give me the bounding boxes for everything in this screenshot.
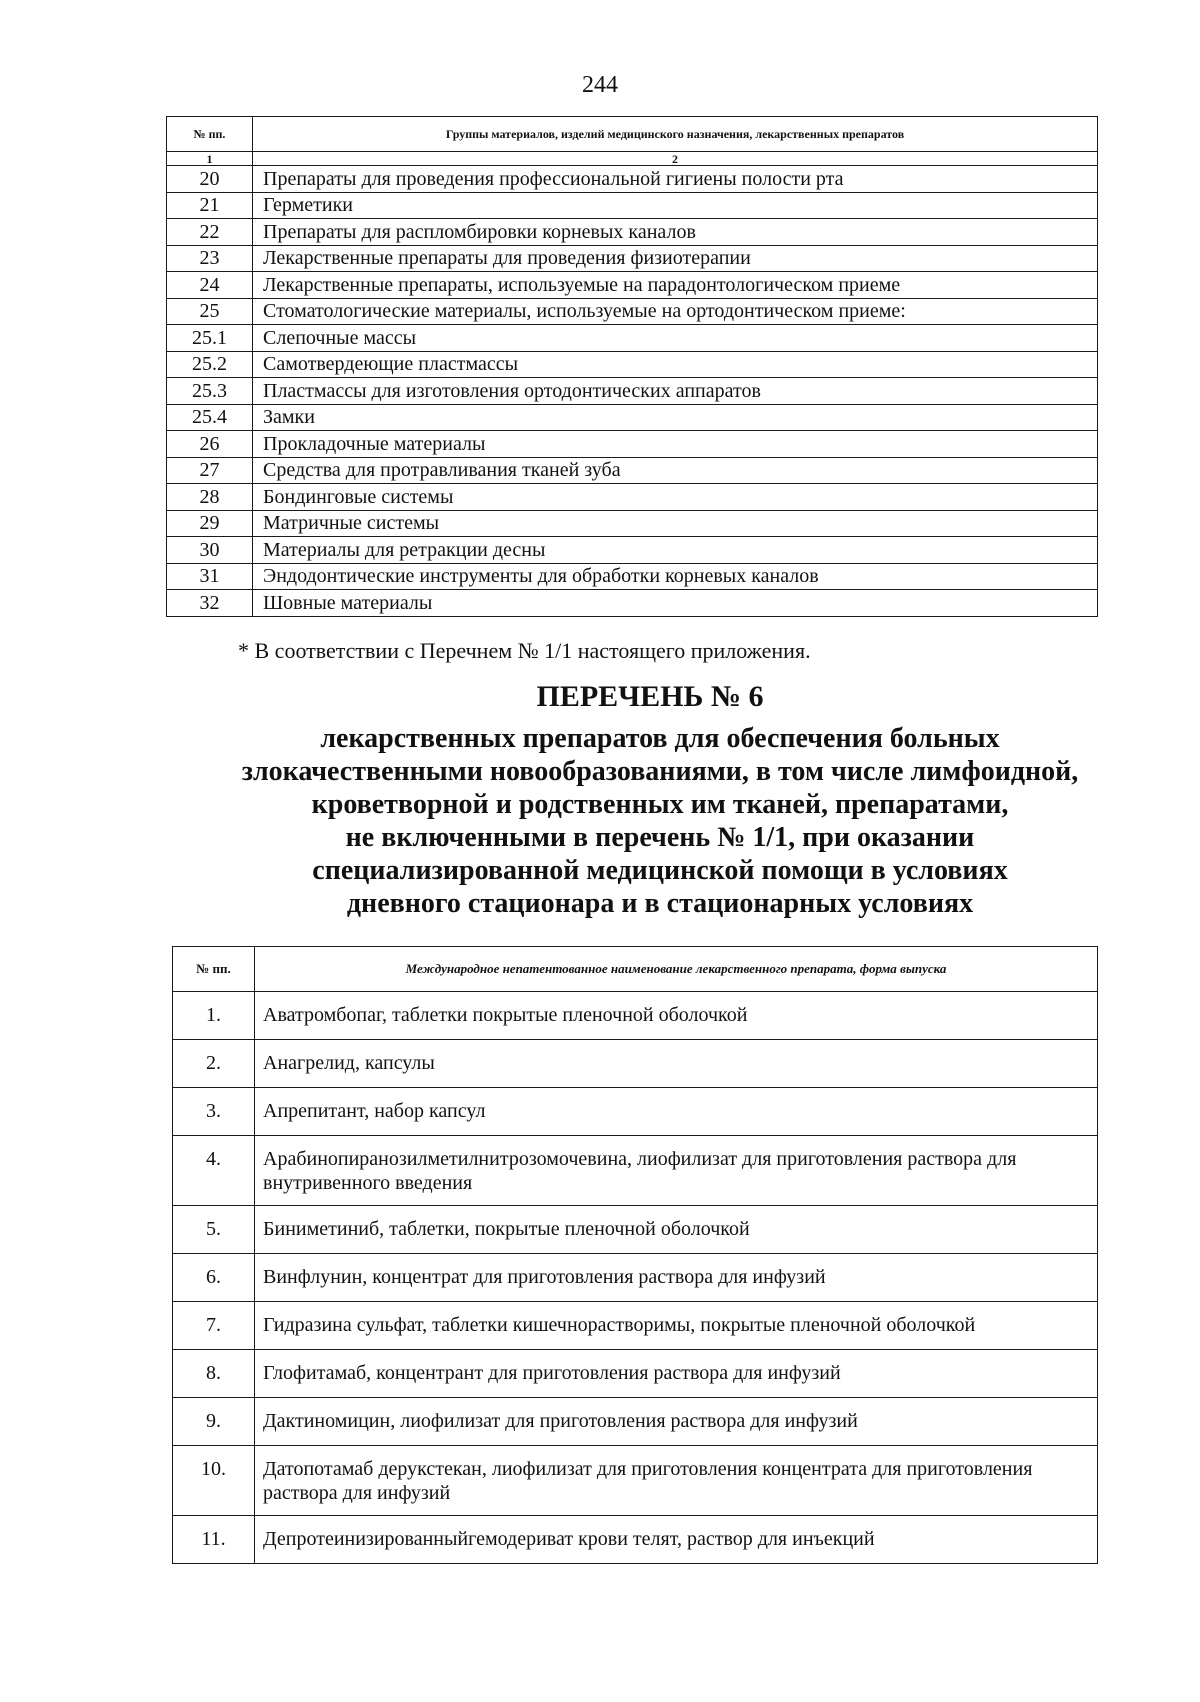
row-name: Самотвердеющие пластмассы: [253, 351, 1098, 378]
row-name: Прокладочные материалы: [253, 431, 1098, 458]
table-row: [167, 590, 1098, 617]
row-name: Препараты для проведения профессиональной гигиены полости рта: [253, 166, 1098, 193]
row-num: 21: [167, 192, 253, 219]
row-name: Депротеинизированныйгемодериват крови телят, раствор для инъекций: [255, 1516, 1098, 1564]
table-row: [167, 510, 1098, 537]
list-subtitle: [200, 722, 1120, 920]
row-name: Винфлунин, концентрат для приготовления раствора для инфузий: [255, 1254, 1098, 1302]
table-row: [173, 1516, 1098, 1564]
row-name: Препараты для распломбировки корневых каналов: [253, 219, 1098, 246]
row-name: Анагрелид, капсулы: [255, 1040, 1098, 1088]
table-row: [167, 219, 1098, 246]
table-row: [167, 484, 1098, 511]
row-num: 23: [167, 245, 253, 272]
subtitle-line: специализированной медицинской помощи в условиях: [312, 855, 1008, 886]
row-name: Апрепитант, набор капсул: [255, 1088, 1098, 1136]
row-num: 25.2: [167, 351, 253, 378]
column-index-row: [167, 152, 1098, 166]
row-num: 25.4: [167, 404, 253, 431]
column-header-num: № пп.: [167, 117, 253, 152]
table-header-row: [167, 117, 1098, 152]
table-row: [167, 298, 1098, 325]
row-num: 25: [167, 298, 253, 325]
row-num: 8.: [173, 1350, 255, 1398]
page-number: 244: [582, 72, 618, 98]
column-index-num: 1: [167, 152, 253, 166]
row-num: 29: [167, 510, 253, 537]
row-num: 20: [167, 166, 253, 193]
row-num: 30: [167, 537, 253, 564]
row-name: Стоматологические материалы, используемые на ортодонтическом приеме:: [253, 298, 1098, 325]
row-name: Лекарственные препараты для проведения физиотерапии: [253, 245, 1098, 272]
row-name: Бондинговые системы: [253, 484, 1098, 511]
table-row: [173, 1350, 1098, 1398]
materials-table: [166, 116, 1098, 617]
row-num: 24: [167, 272, 253, 299]
row-name: Аватромбопаг, таблетки покрытые пленочной оболочкой: [255, 992, 1098, 1040]
row-num: 2.: [173, 1040, 255, 1088]
row-name: Арабинопиранозилметилнитрозомочевина, лиофилизат для приготовления раствора для внутривенного введения: [255, 1136, 1098, 1206]
subtitle-line: кроветворной и родственных им тканей, препаратами,: [311, 789, 1009, 820]
row-name: Глофитамаб, концентрант для приготовления раствора для инфузий: [255, 1350, 1098, 1398]
row-name: Шовные материалы: [253, 590, 1098, 617]
row-num: 7.: [173, 1302, 255, 1350]
table-row: [173, 1302, 1098, 1350]
row-num: 6.: [173, 1254, 255, 1302]
table-row: [173, 1398, 1098, 1446]
row-name: Средства для протравливания тканей зуба: [253, 457, 1098, 484]
footnote: * В соответствии с Перечнем № 1/1 настоящего приложения.: [238, 638, 811, 663]
row-num: 5.: [173, 1206, 255, 1254]
row-name: Датопотамаб дерукстекан, лиофилизат для приготовления концентрата для приготовления раствора для инфузий: [255, 1446, 1098, 1516]
row-name: Материалы для ретракции десны: [253, 537, 1098, 564]
row-name: Лекарственные препараты, используемые на парадонтологическом приеме: [253, 272, 1098, 299]
table-header-row: [173, 947, 1098, 992]
row-num: 25.1: [167, 325, 253, 352]
row-num: 26: [167, 431, 253, 458]
row-num: 31: [167, 563, 253, 590]
row-name: Биниметиниб, таблетки, покрытые пленочной оболочкой: [255, 1206, 1098, 1254]
table-row: [167, 325, 1098, 352]
column-header-name: Группы материалов, изделий медицинского назначения, лекарственных препаратов: [253, 117, 1098, 152]
row-name: Замки: [253, 404, 1098, 431]
table-row: [167, 351, 1098, 378]
table-row: [173, 1254, 1098, 1302]
row-num: 25.3: [167, 378, 253, 405]
row-num: 1.: [173, 992, 255, 1040]
row-num: 3.: [173, 1088, 255, 1136]
column-header-num: № пп.: [173, 947, 255, 992]
table-row: [167, 245, 1098, 272]
row-num: 11.: [173, 1516, 255, 1564]
table-row: [173, 1040, 1098, 1088]
table-row: [173, 992, 1098, 1040]
table-row: [173, 1136, 1098, 1206]
row-name: Слепочные массы: [253, 325, 1098, 352]
row-num: 27: [167, 457, 253, 484]
table-row: [167, 537, 1098, 564]
subtitle-line: не включенными в перечень № 1/1, при оказании: [345, 822, 975, 853]
table-row: [167, 166, 1098, 193]
table-row: [167, 431, 1098, 458]
table-row: [167, 404, 1098, 431]
column-index-name: 2: [253, 152, 1098, 166]
drugs-table: [172, 946, 1098, 1564]
column-header-name: Международное непатентованное наименование лекарственного препарата, форма выпуска: [255, 947, 1098, 992]
row-name: Герметики: [253, 192, 1098, 219]
row-name: Матричные системы: [253, 510, 1098, 537]
table-row: [173, 1446, 1098, 1516]
row-name: Гидразина сульфат, таблетки кишечнорастворимы, покрытые пленочной оболочкой: [255, 1302, 1098, 1350]
table-row: [167, 457, 1098, 484]
row-num: 4.: [173, 1136, 255, 1206]
row-name: Дактиномицин, лиофилизат для приготовления раствора для инфузий: [255, 1398, 1098, 1446]
subtitle-line: злокачественными новообразованиями, в том числе лимфоидной,: [241, 756, 1079, 787]
table-row: [173, 1206, 1098, 1254]
table-row: [167, 378, 1098, 405]
table-row: [167, 192, 1098, 219]
row-num: 9.: [173, 1398, 255, 1446]
row-num: 22: [167, 219, 253, 246]
list-title: ПЕРЕЧЕНЬ № 6: [536, 680, 764, 713]
row-name: Пластмассы для изготовления ортодонтических аппаратов: [253, 378, 1098, 405]
table-row: [173, 1088, 1098, 1136]
table-row: [167, 563, 1098, 590]
subtitle-line: лекарственных препаратов для обеспечения больных: [320, 723, 1000, 754]
table-row: [167, 272, 1098, 299]
row-num: 32: [167, 590, 253, 617]
row-name: Эндодонтические инструменты для обработки корневых каналов: [253, 563, 1098, 590]
row-num: 10.: [173, 1446, 255, 1516]
row-num: 28: [167, 484, 253, 511]
subtitle-line: дневного стационара и в стационарных условиях: [346, 888, 974, 919]
